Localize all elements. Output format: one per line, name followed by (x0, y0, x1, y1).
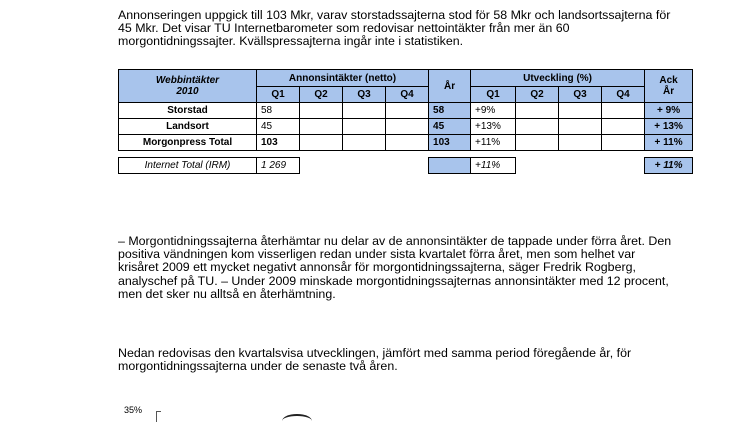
cell-year (429, 158, 471, 174)
table-row-internet (119, 158, 693, 174)
header-dev-q2: Q2 (516, 87, 559, 103)
cell-dev-q1: +13% (471, 119, 516, 135)
y-tick-label: 35% (124, 405, 143, 415)
header-q2: Q2 (300, 87, 343, 103)
row-label: Internet Total (IRM) (119, 158, 257, 174)
cell-q1: 45 (257, 119, 300, 135)
table-row (119, 119, 693, 135)
cell-year: 58 (429, 103, 471, 119)
intro-paragraph: Annonseringen uppgick till 103 Mkr, varav storstadssajterna stod för 58 Mkr och landsortssajterna för 45 Mkr. Det visar TU Internetbarometer som redovisar nettointäkter från mer än 60 morgontidningssajter. Kvällspressajterna ingår inte i statistiken. (118, 8, 671, 49)
cell-year: 103 (429, 135, 471, 151)
revenue-table (118, 69, 693, 174)
y-axis (156, 411, 161, 422)
cell-ack: + 11% (645, 158, 693, 174)
header-dev-q3: Q3 (559, 87, 602, 103)
table-row (119, 135, 693, 151)
table-row (119, 103, 693, 119)
quote-paragraph: – Morgontidningssajterna återhämtar nu delar av de annonsintäkter de tappade under förra året. Den positiva vändningen kom visserligen redan under sista kvartalet förra året, men som helhet var krisåret 2009 ett mycket negativt annonsår för morgontidningssajterna, säger Fredrik Rogberg, analyschef på TU. – Under 2009 minskade morgontidningssajternas annonsintäkter med 12 procent, men det sker nu alltså en återhämtning. (118, 234, 672, 301)
row-label: Landsort (119, 119, 257, 135)
header-annonsintakter: Annonsintäkter (netto) (257, 70, 429, 87)
header-dev-q1: Q1 (471, 87, 516, 103)
chart-fragment (118, 402, 238, 419)
header-year: År (429, 70, 471, 103)
row-label: Morgonpress Total (119, 135, 257, 151)
cell-dev-q1: +11% (471, 158, 516, 174)
cell-ack: + 9% (645, 103, 693, 119)
cell-ack: + 13% (645, 119, 693, 135)
header-q1: Q1 (257, 87, 300, 103)
cell-q1: 58 (257, 103, 300, 119)
table-corner-header: Webbintäkter 2010 (119, 70, 257, 103)
cell-ack: + 11% (645, 135, 693, 151)
cell-dev-q1: +9% (471, 103, 516, 119)
chart-arc-fragment (282, 414, 312, 428)
header-q4: Q4 (386, 87, 429, 103)
header-ack-year: Ack År (645, 70, 693, 103)
row-label: Storstad (119, 103, 257, 119)
chart-intro-paragraph: Nedan redovisas den kvartalsvisa utvecklingen, jämfört med samma period föregående år, för morgontidningssajterna under de senaste två åren. (118, 346, 632, 374)
header-q3: Q3 (343, 87, 386, 103)
header-dev-q4: Q4 (602, 87, 645, 103)
header-utveckling: Utveckling (%) (471, 70, 645, 87)
cell-year: 45 (429, 119, 471, 135)
cell-dev-q1: +11% (471, 135, 516, 151)
cell-q1: 1 269 (257, 158, 300, 174)
cell-q1: 103 (257, 135, 300, 151)
